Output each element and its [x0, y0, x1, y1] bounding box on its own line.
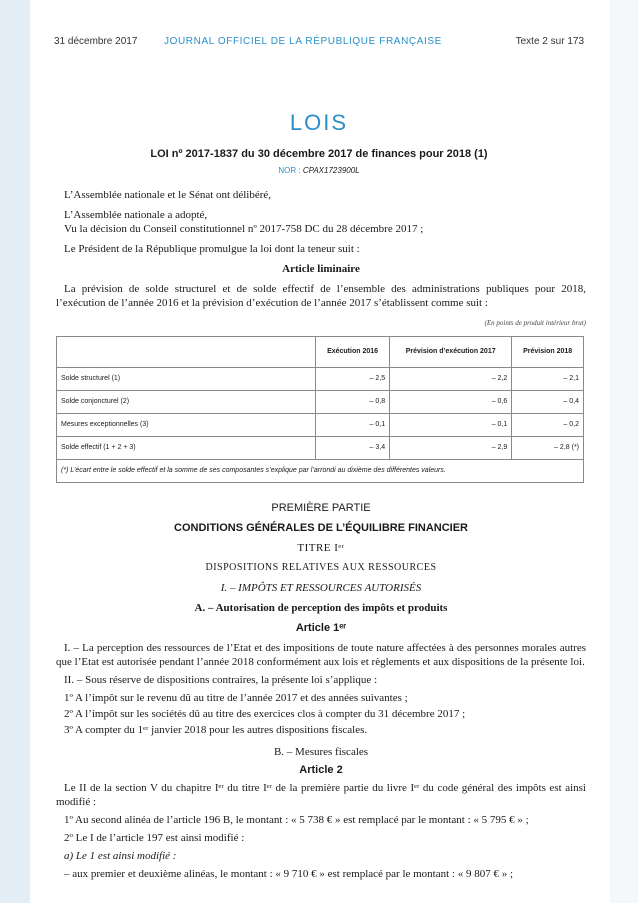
header-journal-title: JOURNAL OFFICIEL DE LA RÉPUBLIQUE FRANÇAISE: [164, 36, 442, 47]
table-row: [57, 368, 584, 391]
table-header-row: [57, 337, 584, 368]
nor-label: NOR :: [278, 166, 301, 175]
table-row: [57, 437, 584, 460]
table-cell: Solde effectif (1 + 2 + 3): [57, 437, 316, 460]
table-cell: – 0,2: [512, 414, 584, 437]
article-1-paragraph: 1º A l’impôt sur le revenu dû au titre de l’année 2017 et des années suivantes ;: [64, 692, 408, 704]
table-header-cell: Prévision 2018: [512, 337, 584, 368]
nor-line: [34, 166, 604, 175]
intro-line: Le Président de la République promulgue la loi dont la teneur suit :: [64, 243, 360, 255]
article-2-paragraph: a) Le 1 est ainsi modifié :: [64, 850, 177, 862]
article-2-paragraph: – aux premier et deuxième alinéas, le montant : « 9 710 € » est remplacé par le montant : « 9 807 € » ;: [64, 868, 514, 880]
left-margin-band: [0, 0, 30, 903]
table-cell: – 0,8: [316, 391, 390, 414]
article-2-paragraph: Le II de la section V du chapitre Iᵉʳ du titre Iᵉʳ de la première partie du livre Iᵉʳ du code général des impôts est ainsi modifié :: [56, 782, 586, 808]
article-1-paragraph: 3º A compter du 1ᵉʳ janvier 2018 pour les autres dispositions fiscales.: [64, 724, 368, 736]
table-cell: – 2,9: [390, 437, 512, 460]
table-cell: – 3,4: [316, 437, 390, 460]
article-2-paragraph: 1º Au second alinéa de l’article 196 B, le montant : « 5 738 € » est remplacé par le montant : « 5 795 € » ;: [64, 814, 529, 826]
article-liminaire-heading: Article liminaire: [282, 263, 360, 275]
article-1-paragraph: I. – La perception des ressources de l’Etat et des impositions de toute nature affectées à des personnes morales autres que l’Etat est autorisée pendant l’année 2018 conformément aux lois et règlements et aux dispositions de la présente loi.: [56, 642, 586, 668]
document-body: [56, 188, 586, 881]
intro-line: Vu la décision du Conseil constitutionnel nº 2017-758 DC du 28 décembre 2017 ;: [64, 223, 424, 235]
right-margin-band: [610, 0, 638, 903]
table-unit-note: (En points de produit intérieur brut): [484, 319, 586, 327]
page-header: [54, 36, 584, 50]
table-cell: Solde conjoncturel (2): [57, 391, 316, 414]
titre-heading: TITRE Iᵉʳ: [297, 542, 345, 554]
table-cell: – 0,4: [512, 391, 584, 414]
article-1-heading: Article 1ᵉʳ: [295, 622, 347, 634]
fiscal-table-block: [56, 316, 586, 483]
fiscal-balance-table: [56, 336, 584, 483]
nor-value: CPAX1723900L: [302, 166, 360, 175]
part-subheading: CONDITIONS GÉNÉRALES DE L’ÉQUILIBRE FINANCIER: [174, 522, 468, 534]
table-header-cell: Prévision d’exécution 2017: [390, 337, 512, 368]
header-text-number: Texte 2 sur 173: [515, 36, 584, 47]
article-2-heading: Article 2: [299, 764, 343, 776]
table-cell: – 0,1: [316, 414, 390, 437]
table-footnote-row: [57, 460, 584, 483]
table-header-cell: Exécution 2016: [316, 337, 390, 368]
header-date: 31 décembre 2017: [54, 36, 138, 47]
article-1-paragraph: 2º A l’impôt sur les sociétés dû au titre des exercices clos à compter du 31 décembre 2017 ;: [64, 708, 466, 720]
table-cell: Solde structurel (1): [57, 368, 316, 391]
table-cell: – 2,8 (*): [512, 437, 584, 460]
titre-subheading: DISPOSITIONS RELATIVES AUX RESSOURCES: [205, 562, 437, 573]
article-1-paragraph: II. – Sous réserve de dispositions contraires, la présente loi s’applique :: [64, 674, 378, 686]
table-cell: – 0,6: [390, 391, 512, 414]
section-a-heading: A. – Autorisation de perception des impôts et produits: [194, 602, 448, 614]
part-heading: PREMIÈRE PARTIE: [271, 502, 371, 514]
law-title: LOI nº 2017-1837 du 30 décembre 2017 de finances pour 2018 (1): [150, 148, 488, 160]
table-row: [57, 391, 584, 414]
table-header-cell: [57, 337, 316, 368]
table-cell: – 0,1: [390, 414, 512, 437]
section-i-heading: I. – IMPÔTS ET RESSOURCES AUTORISÉS: [220, 582, 422, 594]
table-cell: – 2,5: [316, 368, 390, 391]
intro-line: L’Assemblée nationale et le Sénat ont délibéré,: [64, 189, 271, 201]
table-cell: – 2,2: [390, 368, 512, 391]
intro-line: L’Assemblée nationale a adopté,: [64, 209, 208, 221]
document-page: [34, 0, 604, 903]
table-footnote: (*) L’écart entre le solde effectif et la somme de ses composantes s’explique par l’arrondi au dixième des différentes valeurs.: [57, 460, 584, 483]
section-b-heading: B. – Mesures fiscales: [273, 746, 369, 758]
liminaire-paragraph: La prévision de solde structurel et de solde effectif de l’ensemble des administrations publiques pour 2018, l’exécution de l’année 2016 et la prévision d’exécution de l’année 2017 s’établissent comme suit :: [56, 283, 586, 309]
table-cell: Mesures exceptionnelles (3): [57, 414, 316, 437]
article-2-paragraph: 2º Le I de l’article 197 est ainsi modifié :: [64, 832, 245, 844]
section-heading-lois: LOIS: [289, 110, 349, 135]
table-row: [57, 414, 584, 437]
table-cell: – 2,1: [512, 368, 584, 391]
